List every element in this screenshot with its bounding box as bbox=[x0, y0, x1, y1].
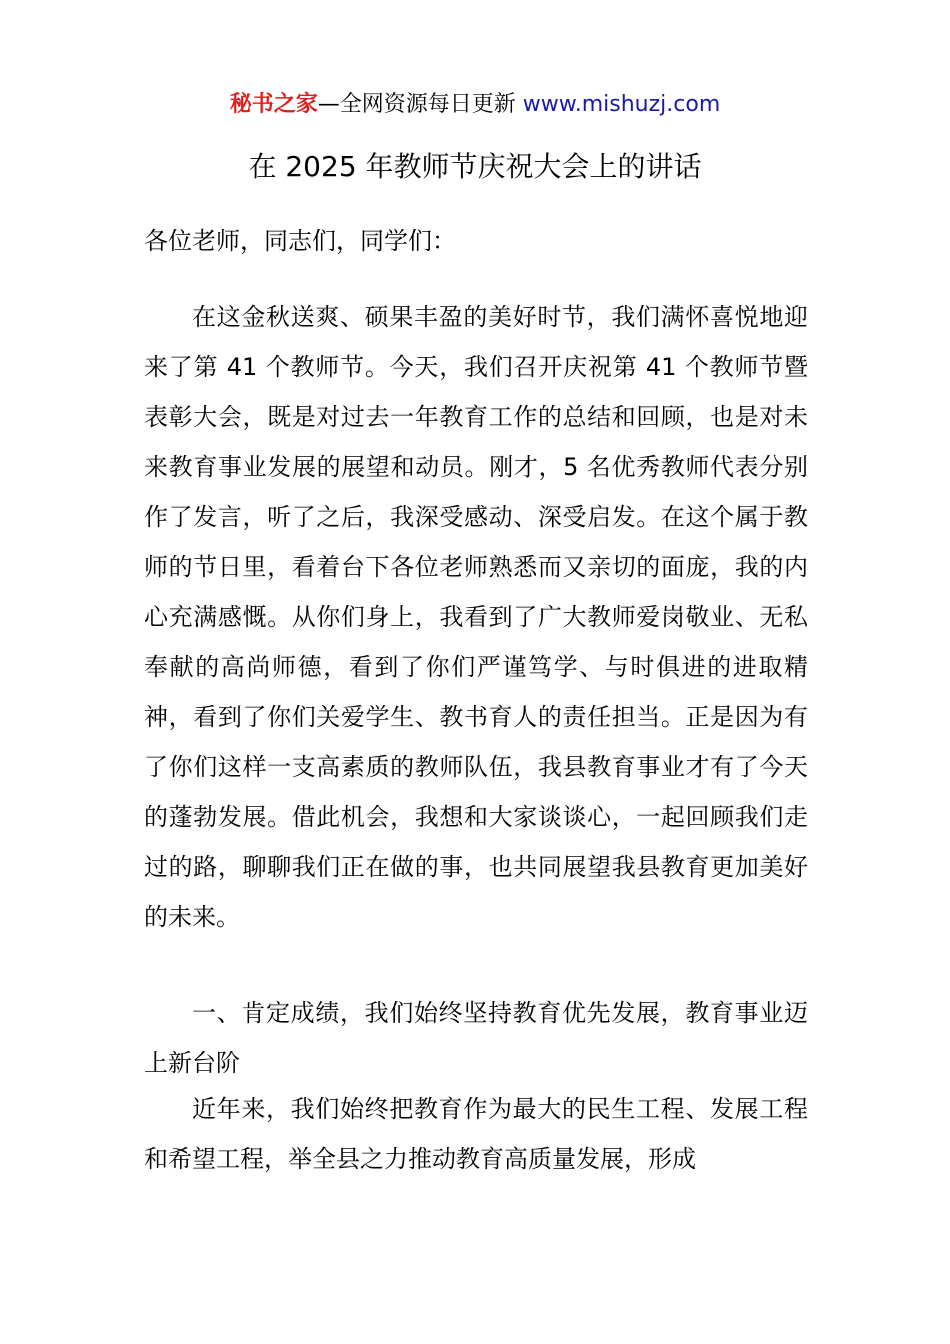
section-heading-1: 一、肯定成绩，我们始终坚持教育优先发展，教育事业迈上新台阶 bbox=[144, 999, 808, 1077]
site-header bbox=[0, 88, 950, 122]
site-url-link[interactable]: www.mishuzj.com bbox=[522, 92, 721, 117]
brand-name: 秘书之家 bbox=[229, 92, 318, 117]
document-title: 在 2025 年教师节庆祝大会上的讲话 bbox=[248, 150, 702, 183]
paragraph-section-1: 近年来，我们始终把教育作为最大的民生工程、发展工程和希望工程，举全县之力推动教育高质量发展，形成 bbox=[144, 1095, 808, 1173]
paragraph-opening: 在这金秋送爽、硕果丰盈的美好时节，我们满怀喜悦地迎来了第 41 个教师节。今天，我们召开庆祝第 41 个教师节暨表彰大会，既是对过去一年教育工作的总结和回顾，也是对未来教育事业发展的展望和动员。刚才，5 名优秀教师代表分别作了发言，听了之后，我深受感动、深受启发。在这个属于教师的节日里，看着台下各位老师熟悉而又亲切的面庞，我的内心充满感慨。从你们身上，我看到了广大教师爱岗敬业、无私奉献的高尚师德，看到了你们严谨笃学、与时俱进的进取精神，看到了你们关爱学生、教书育人的责任担当。正是因为有了你们这样一支高素质的教师队伍，我县教育事业才有了今天的蓬勃发展。借此机会，我想和大家谈谈心，一起回顾我们走过的路，聊聊我们正在做的事，也共同展望我县教育更加美好的未来。 bbox=[144, 303, 808, 931]
site-tagline: —全网资源每日更新 bbox=[317, 92, 523, 117]
salutation: 各位老师，同志们，同学们： bbox=[144, 227, 456, 255]
